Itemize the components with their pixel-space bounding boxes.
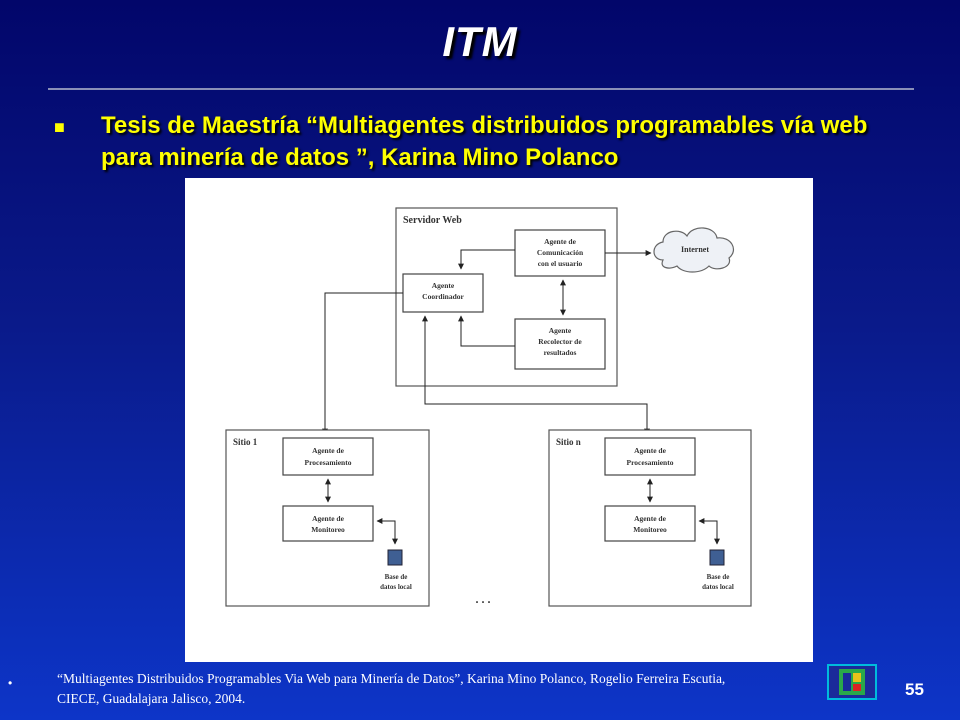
site1-monitoring-line-1: Agente de <box>312 514 344 523</box>
collector-line-2: Recolector de <box>538 337 582 346</box>
arrow-coordinator-to-site1 <box>325 293 403 434</box>
siten-label: Sitio n <box>556 437 581 447</box>
collector-line-3: resultados <box>543 348 577 357</box>
bullet-square-icon: ■ <box>54 117 65 137</box>
slide-title: ITM <box>442 18 518 65</box>
site1-processing-box <box>283 438 373 475</box>
collector-line-1: Agente <box>548 326 572 335</box>
citation-bullet-icon: • <box>8 676 13 690</box>
site1-monitoring-line-2: Monitoreo <box>311 525 345 534</box>
site1-monitoring-box <box>283 506 373 541</box>
site1-label: Sitio 1 <box>233 437 258 447</box>
bullet-text: Tesis de Maestría “Multiagentes distribuidos programables vía web para minería de datos ”, Karina Mino Polanco <box>101 112 868 171</box>
architecture-diagram <box>185 178 813 662</box>
siten-processing-box <box>605 438 695 475</box>
siten-monitoring-box <box>605 506 695 541</box>
page-number: 55 <box>905 680 924 699</box>
coordinator-line-1: Agente <box>431 281 455 290</box>
siten-processing-line-1: Agente de <box>634 446 666 455</box>
coordinator-line-2: Coordinador <box>422 292 464 301</box>
communication-line-2: Comunicación <box>536 248 584 257</box>
site1-database-line-1: Base de <box>384 573 408 581</box>
title-divider <box>48 88 914 90</box>
siten-monitoring-line-2: Monitoreo <box>633 525 667 534</box>
sites-ellipsis: . . . <box>475 592 491 606</box>
site1-database-icon <box>388 550 402 565</box>
site1-processing-line-2: Procesamiento <box>304 458 352 467</box>
siten-database-line-2: datos local <box>702 583 734 591</box>
siten-database-line-1: Base de <box>706 573 730 581</box>
communication-line-3: con el usuario <box>537 259 583 268</box>
siten-monitoring-line-1: Agente de <box>634 514 666 523</box>
server-label: Servidor Web <box>403 215 462 226</box>
site1-processing-line-1: Agente de <box>312 446 344 455</box>
citation-text: “Multiagentes Distribuidos Programables Via Web para Minería de Datos”, Karina Mino Polanco, Rogelio Ferreira Escutia, CIECE, Guadalajara Jalisco, 2004. <box>57 671 726 706</box>
siten-database-icon <box>710 550 724 565</box>
communication-line-1: Agente de <box>544 237 576 246</box>
itm-logo-icon <box>827 664 877 700</box>
siten-processing-line-2: Procesamiento <box>626 458 674 467</box>
site1-database-line-2: datos local <box>380 583 412 591</box>
internet-label: Internet <box>681 245 709 254</box>
